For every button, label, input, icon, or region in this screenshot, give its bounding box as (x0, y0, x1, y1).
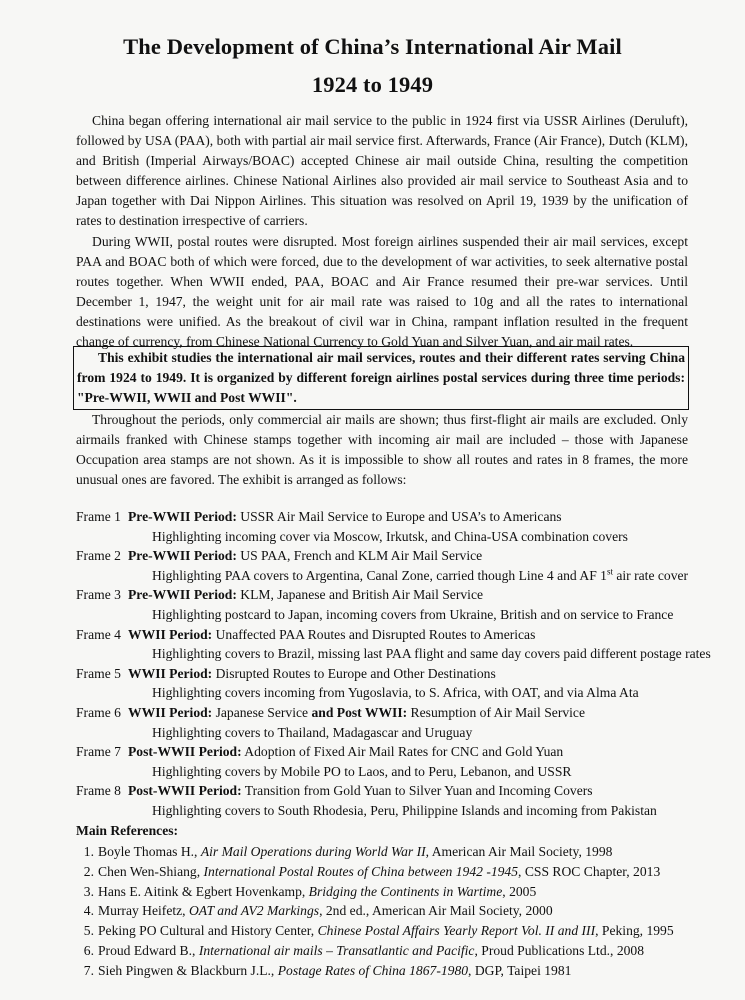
reference-publisher: , 2005 (502, 883, 537, 899)
exhibit-statement-box (73, 346, 689, 410)
paragraph-text: During WWII, postal routes were disrupted. Most foreign airlines suspended their air mail services, except PAA and BOAC both of which were forced, due to the development of war activities, to seek alternative postal routes together. When WWII ended, PAA, BOAC and Air France resumed their pre-war services. Until December 1, 1947, the weight unit for air mail rate was raised to 10g and all the rates to international destinations were unified. As the breakout of civil war in China, rampant inflation resulted in the frequent change of currency, from Chinese National Currency to Gold Yuan and Silver Yuan, and air mail rates. (76, 234, 688, 349)
frame-item (76, 703, 716, 742)
reference-author: Chen Wen-Shiang, (98, 863, 204, 879)
frame-item (76, 625, 716, 664)
reference-publisher: , 2nd ed., American Air Mail Society, 2000 (319, 903, 553, 919)
reference-publisher: , Peking, 1995 (595, 923, 674, 939)
paragraph-text: China began offering international air mail service to the public in 1924 first via USSR Airlines (Deruluft), followed by USA (PAA), both with partial air mail service first. Afterwards, France (Air France), Dutch (KLM), and British (Imperial Airways/BOAC) accepted Chinese air mail outside China, resulting the competition between difference airlines. Chinese National Airlines also provided air mail service to Southeast Asia and to Japan together with Dai Nippon Airlines. This situation was resolved on April 19, 1939 by the unification of rates to destination irrespective of carriers. (76, 113, 688, 228)
reference-publisher: , DGP, Taipei 1981 (468, 962, 572, 978)
frame-description: Transition from Gold Yuan to Silver Yuan and Incoming Covers (241, 783, 593, 799)
reference-item (76, 862, 716, 882)
frame-label: Frame 1 (76, 509, 121, 524)
reference-number: 6. (83, 942, 94, 958)
frame-item (76, 546, 716, 585)
reference-title: Air Mail Operations during World War II (200, 844, 426, 859)
frame-item (76, 585, 716, 624)
reference-title: Postage Rates of China 1867-1980 (277, 962, 469, 978)
frame-description: US PAA, French and KLM Air Mail Service (236, 548, 483, 564)
reference-title: International air mails – Transatlantic and Pacific (198, 942, 475, 958)
reference-author: Hans E. Aitink & Egbert Hovenkamp, (98, 883, 309, 899)
reference-number: 7. (83, 962, 94, 978)
frame-description: Adoption of Fixed Air Mail Rates for CNC and Gold Yuan (241, 744, 564, 760)
frame-period: Pre-WWII Period: (128, 548, 237, 564)
document-title: The Development of China’s International Air Mail (123, 34, 622, 59)
reference-item (76, 842, 716, 862)
intro-paragraph-3 (76, 410, 688, 490)
frame-period: Post-WWII Period: (128, 783, 242, 799)
frame-label: Frame 6 (76, 704, 121, 720)
document-subtitle-years: 1924 to 1949 (311, 72, 434, 97)
reference-author: Sieh Pingwen & Blackburn J.L., (98, 962, 278, 978)
reference-author: Boyle Thomas H., (98, 844, 201, 859)
reference-author: Murray Heifetz, (98, 903, 189, 919)
frame-highlight (76, 566, 716, 586)
frame-period: Pre-WWII Period: (128, 587, 237, 603)
frame-label: Frame 4 (76, 626, 121, 642)
frame-period: Pre-WWII Period: (128, 509, 237, 524)
frame-item (76, 742, 716, 781)
frame-description: KLM, Japanese and British Air Mail Service (236, 587, 484, 603)
frame-period: Post-WWII Period: (128, 744, 242, 760)
reference-item (76, 901, 716, 921)
frame-highlight: Highlighting covers by Mobile PO to Laos, and to Peru, Lebanon, and USSR (152, 763, 572, 779)
frame-description: Disrupted Routes to Europe and Other Destinations (212, 665, 496, 681)
reference-item (76, 941, 716, 961)
frame-highlight: Highlighting covers to Brazil, missing last PAA flight and same day covers paid different postage rates (152, 646, 711, 662)
frame-description: Japanese Service (212, 704, 312, 720)
frame-highlight-text: air rate cover (612, 567, 689, 583)
frame-description: Resumption of Air Mail Service (407, 704, 585, 720)
references-list (76, 842, 716, 981)
reference-item (76, 921, 716, 941)
frame-label: Frame 5 (76, 665, 121, 681)
reference-title: OAT and AV2 Markings (188, 903, 320, 919)
frame-highlight: Highlighting incoming cover via Moscow, Irkutsk, and China-USA combination covers (152, 528, 628, 544)
frame-label: Frame 3 (76, 587, 121, 603)
references-heading: Main References: (76, 823, 179, 838)
intro-paragraph-2 (76, 232, 688, 352)
reference-number: 4. (83, 903, 94, 919)
frame-period: and Post WWII: (311, 704, 408, 720)
frame-highlight: Highlighting covers to South Rhodesia, Peru, Philippine Islands and incoming from Pakistan (152, 802, 657, 818)
frame-period: WWII Period: (128, 665, 213, 681)
superscript: st (606, 566, 613, 577)
frame-highlight: Highlighting covers to Thailand, Madagascar and Uruguay (152, 724, 473, 740)
exhibit-statement-text: This exhibit studies the international air mail services, routes and their different rates serving China from 1924 to 1949. It is organized by different foreign airlines postal services during three time periods: "Pre-WWII, WWII and Post WWII". (77, 350, 685, 405)
reference-publisher: , CSS ROC Chapter, 2013 (518, 863, 661, 879)
frame-list (76, 507, 716, 821)
reference-number: 5. (83, 923, 94, 939)
reference-author: Proud Edward B., (98, 942, 199, 958)
frame-label: Frame 8 (76, 783, 121, 799)
reference-title: Chinese Postal Affairs Yearly Report Vol. II and III (317, 923, 596, 939)
frame-item (76, 781, 716, 820)
paragraph-text: Throughout the periods, only commercial air mails are shown; thus first-flight air mails are excluded. Only airmails franked with Chinese stamps together with incoming air mail are included – those with Japanese Occupation area stamps are not shown. As it is impossible to show all routes and rates in 8 frames, the more unusual ones are favored. The exhibit is arranged as follows: (76, 412, 688, 487)
frame-label: Frame 7 (76, 744, 121, 760)
frame-period: WWII Period: (128, 626, 213, 642)
reference-author: Peking PO Cultural and History Center, (98, 923, 318, 939)
frame-highlight-text: Highlighting PAA covers to Argentina, Canal Zone, carried though Line 4 and AF 1 (152, 567, 607, 583)
frame-period: WWII Period: (128, 704, 213, 720)
reference-publisher: , American Air Mail Society, 1998 (425, 844, 613, 859)
reference-publisher: , Proud Publications Ltd., 2008 (474, 942, 645, 958)
reference-number: 3. (83, 883, 94, 899)
frame-description: USSR Air Mail Service to Europe and USA’s to Americans (236, 509, 562, 524)
frame-item (76, 664, 716, 703)
reference-item (76, 882, 716, 902)
reference-number: 1. (83, 844, 94, 859)
frame-item (76, 507, 716, 546)
reference-item (76, 961, 716, 981)
reference-title: International Postal Routes of China between 1942 -1945 (203, 863, 519, 879)
intro-paragraph-1 (76, 111, 688, 231)
frame-highlight: Highlighting postcard to Japan, incoming covers from Ukraine, British and on service to France (152, 606, 674, 622)
reference-title: Bridging the Continents in Wartime (308, 883, 503, 899)
frame-description: Unaffected PAA Routes and Disrupted Routes to Americas (212, 626, 536, 642)
reference-number: 2. (83, 863, 94, 879)
frame-label: Frame 2 (76, 548, 121, 564)
frame-highlight: Highlighting covers incoming from Yugoslavia, to S. Africa, with OAT, and via Alma Ata (152, 685, 639, 701)
